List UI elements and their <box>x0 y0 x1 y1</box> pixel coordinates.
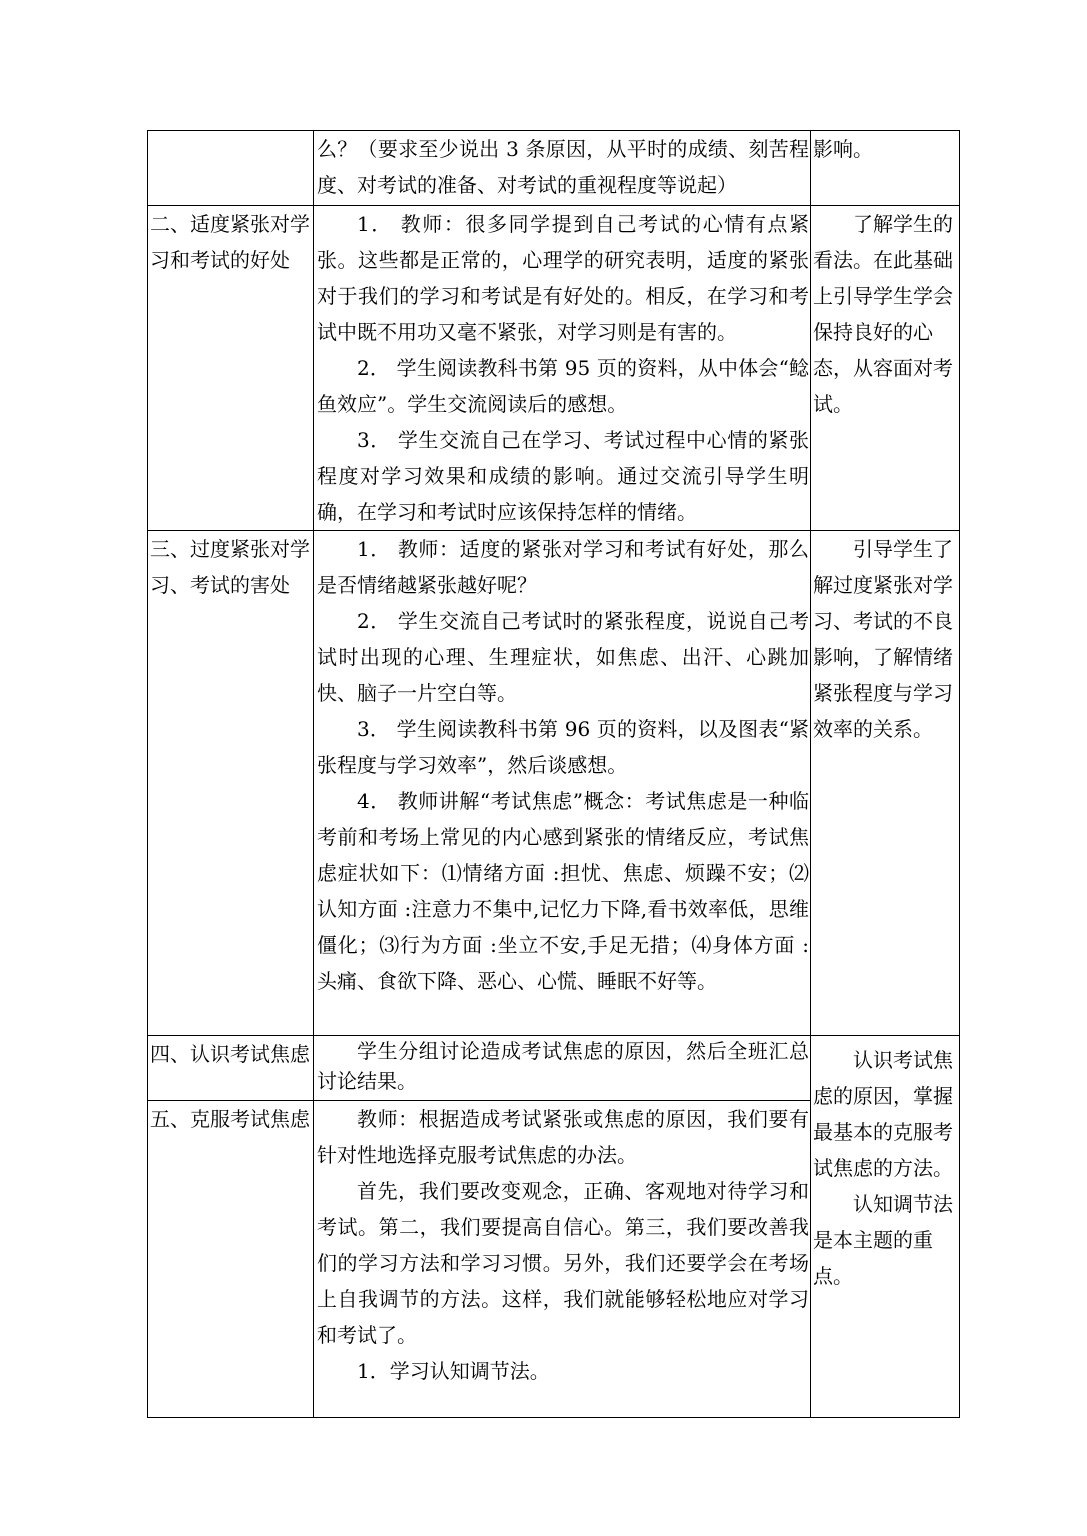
content-paragraph: 2． 学生交流自己考试时的紧张程度，说说自己考试时出现的心理、生理症状，如焦虑、出汗、心跳加快、脑子一片空白等。 <box>317 609 809 705</box>
intent-text: 了解学生的看法。在此基础上引导学生学会保持良好的心态，从容面对考试。 <box>813 212 953 416</box>
intent-cell <box>811 531 960 1036</box>
content-cell <box>314 1036 811 1101</box>
lesson-plan-table <box>147 130 960 1418</box>
content-cell <box>314 206 811 531</box>
content-paragraph: 教师：根据造成考试紧张或焦虑的原因，我们要有针对性地选择克服考试焦虑的办法。 <box>317 1107 809 1167</box>
intent-cell <box>811 1036 960 1418</box>
content-paragraph: 3． 学生交流自己在学习、考试过程中心情的紧张程度对学习效果和成绩的影响。通过交流引导学生明确，在学习和考试时应该保持怎样的情绪。 <box>317 428 809 524</box>
intent-text: 认知调节法是本主题的重点。 <box>813 1192 953 1288</box>
content-cell <box>314 131 811 206</box>
content-paragraph: 么？（要求至少说出 3 条原因，从平时的成绩、刻苦程度、对考试的准备、对考试的重视程度等说起） <box>317 137 809 197</box>
intent-text: 影响。 <box>813 137 873 161</box>
content-paragraph: 3． 学生阅读教科书第 96 页的资料，以及图表“紧张程度与学习效率”，然后谈感想。 <box>317 717 809 777</box>
content-cell <box>314 1101 811 1418</box>
intent-cell <box>811 206 960 531</box>
section-cell <box>148 531 314 1036</box>
section-title: 二、适度紧张对学习和考试的好处 <box>150 212 310 272</box>
table-row <box>148 206 960 531</box>
content-paragraph: 4． 教师讲解“考试焦虑”概念：考试焦虑是一种临考前和考场上常见的内心感到紧张的情绪反应，考试焦虑症状如下：⑴情绪方面 :担忧、焦虑、烦躁不安；⑵认知方面 :注意力不集中,记忆力下降,看书效率低，思维僵化；⑶行为方面 :坐立不安,手足无措；⑷身体方面 :头痛、食欲下降、恶心、心慌、睡眠不好等。 <box>317 789 809 993</box>
content-paragraph: 2． 学生阅读教科书第 95 页的资料，从中体会“鲶鱼效应”。学生交流阅读后的感想。 <box>317 356 809 416</box>
content-paragraph: 学生分组讨论造成考试焦虑的原因，然后全班汇总讨论结果。 <box>317 1039 809 1093</box>
content-paragraph: 1． 教师：适度的紧张对学习和考试有好处，那么是否情绪越紧张越好呢？ <box>317 537 809 597</box>
section-title: 四、认识考试焦虑 <box>150 1042 310 1066</box>
intent-cell <box>811 131 960 206</box>
intent-text: 认识考试焦虑的原因，掌握最基本的克服考试焦虑的方法。 <box>813 1048 953 1180</box>
content-paragraph: 1． 教师：很多同学提到自己考试的心情有点紧张。这些都是正常的，心理学的研究表明，适度的紧张对于我们的学习和考试是有好处的。相反，在学习和考试中既不用功又毫不紧张，对学习则是有害的。 <box>317 212 809 344</box>
section-cell <box>148 206 314 531</box>
section-cell <box>148 1101 314 1418</box>
table-row <box>148 1036 960 1101</box>
table-row <box>148 531 960 1036</box>
content-paragraph: 首先，我们要改变观念，正确、客观地对待学习和考试。第二，我们要提高自信心。第三，我们要改善我们的学习方法和学习习惯。另外，我们还要学会在考场上自我调节的方法。这样，我们就能够轻松地应对学习和考试了。 <box>317 1179 809 1347</box>
section-cell <box>148 1036 314 1101</box>
section-cell <box>148 131 314 206</box>
section-title: 五、克服考试焦虑 <box>150 1107 310 1131</box>
content-cell <box>314 531 811 1036</box>
section-title: 三、过度紧张对学习、考试的害处 <box>150 537 310 597</box>
content-paragraph: 1．学习认知调节法。 <box>357 1359 550 1383</box>
intent-text: 引导学生了解过度紧张对学习、考试的不良影响，了解情绪紧张程度与学习效率的关系。 <box>813 537 953 741</box>
table-row <box>148 131 960 206</box>
